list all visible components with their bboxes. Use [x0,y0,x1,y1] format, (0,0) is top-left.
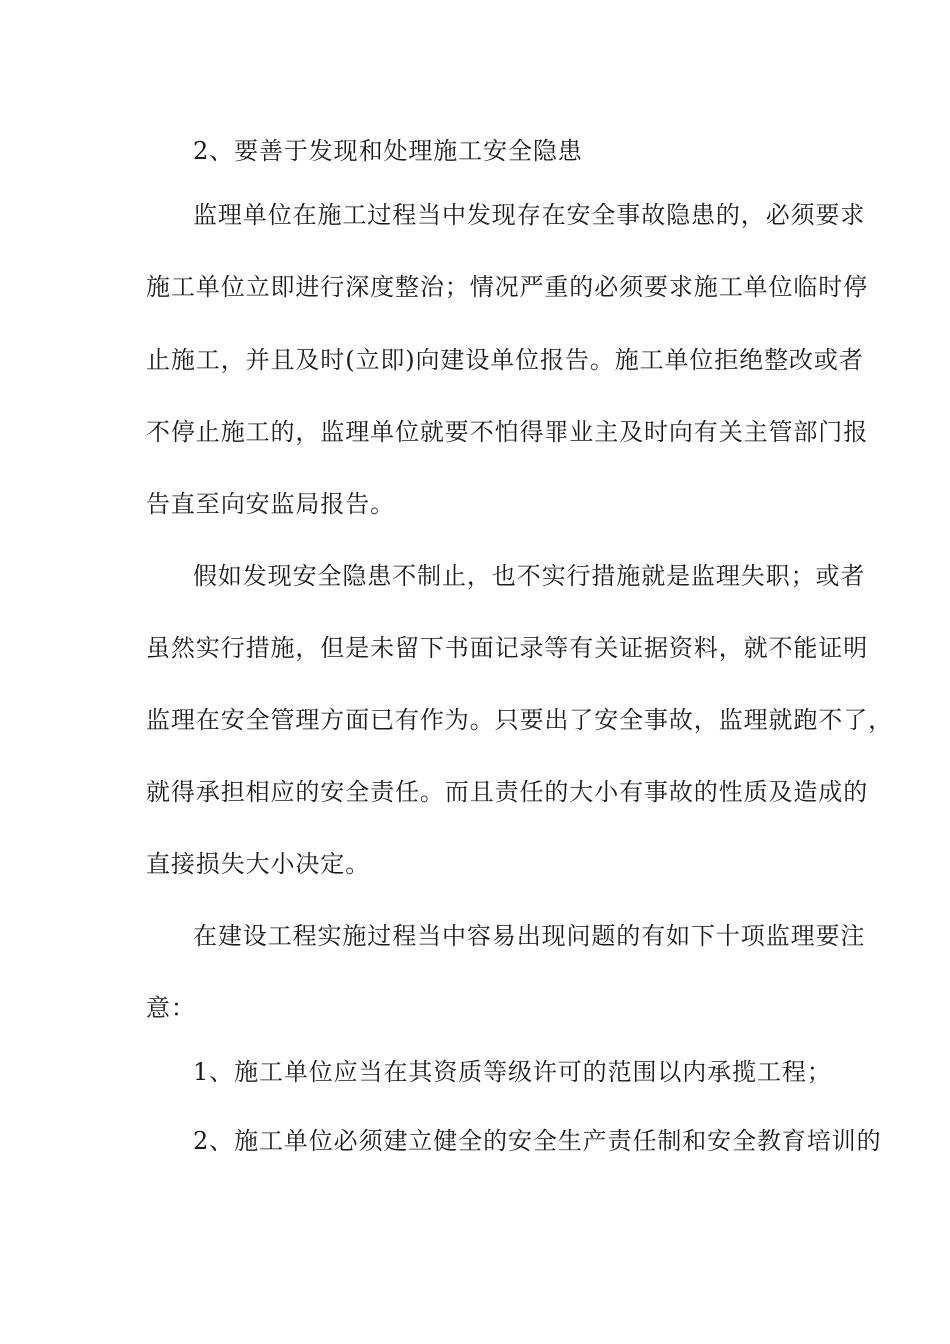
list-item: 1、施工单位应当在其资质等级许可的范围以内承揽工程； [193,1058,832,1086]
paragraph-line: 监理单位在施工过程当中发现存在安全事故隐患的，必须要求 [193,201,866,229]
list-item: 2、施工单位必须建立健全的安全生产责任制和安全教育培训的 [193,1127,882,1155]
paragraph-line: 直接损失大小决定。 [146,850,371,878]
paragraph-line: 止施工，并且及时(立即)向建设单位报告。施工单位拒绝整改或者 [146,346,864,374]
section-heading: 2、要善于发现和处理施工安全隐患 [193,137,583,165]
paragraph-line: 虽然实行措施，但是未留下书面记录等有关证据资料，就不能证明 [146,634,869,662]
paragraph-line: 意： [146,994,196,1022]
paragraph-line: 假如发现安全隐患不制止，也不实行措施就是监理失职；或者 [193,562,866,590]
paragraph-line: 在建设工程实施过程当中容易出现问题的有如下十项监理要注 [193,922,866,950]
paragraph-line: 施工单位立即进行深度整治；情况严重的必须要求施工单位临时停 [146,273,869,301]
paragraph-line: 监理在安全管理方面已有作为。只要出了安全事故，监理就跑不了， [146,706,893,734]
paragraph-line: 就得承担相应的安全责任。而且责任的大小有事故的性质及造成的 [146,778,869,806]
paragraph-line: 告直至向安监局报告。 [146,490,395,518]
paragraph-line: 不停止施工的，监理单位就要不怕得罪业主及时向有关主管部门报 [146,418,869,446]
